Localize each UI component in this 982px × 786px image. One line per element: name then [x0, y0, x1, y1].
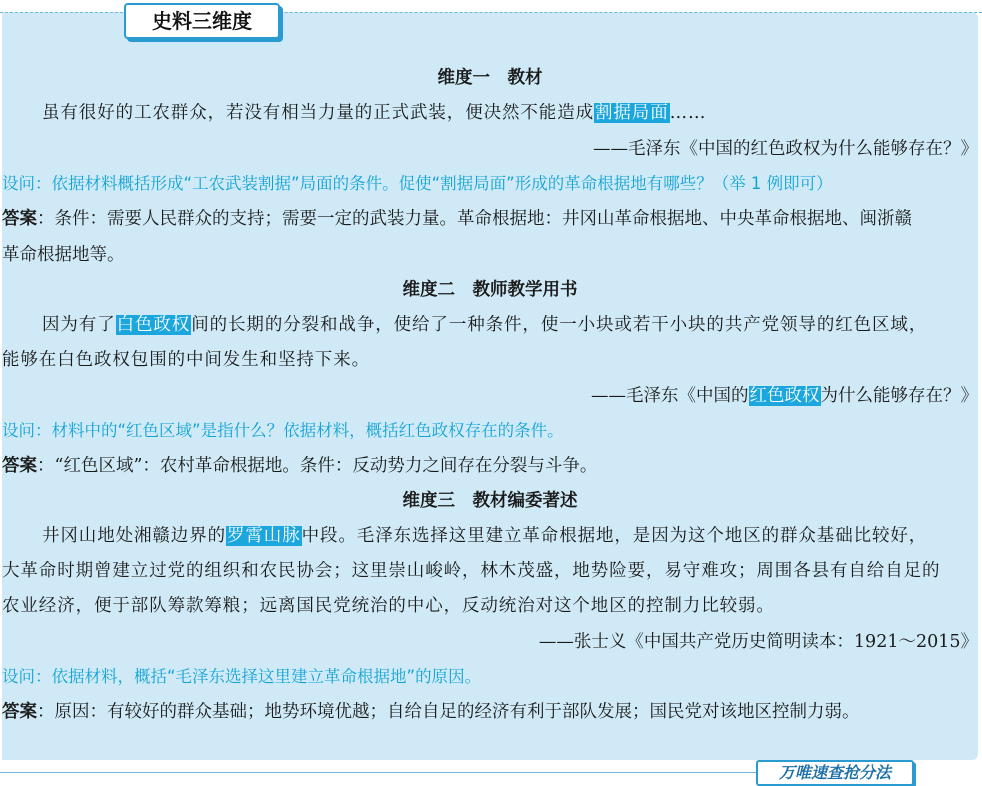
answer-text: ：原因：有较好的群众基础；地势环境优越；自给自足的经济有利于部队发展；国民党对该地区控制力弱。	[37, 702, 860, 722]
answer-text: ：条件：需要人民群众的支持；需要一定的武装力量。革命根据地：井冈山革命根据地、中央革命根据地、闽浙赣	[37, 209, 912, 229]
answer-label: 答案	[2, 209, 37, 229]
dimension-3-heading: 维度三 教材编委著述	[402, 491, 578, 511]
dim3-text-after: 中段。毛泽东选择这里建立革命根据地，是因为这个地区的群众基础比较好，	[301, 526, 928, 546]
dim3-text-before: 井冈山地处湘赣边界的	[42, 526, 226, 546]
dimension-1-question: 设问：依据材料概括形成“工农武装割据”局面的条件。促使“割据局面”形成的革命根据地有哪些？（举 1 例即可）	[2, 174, 833, 193]
brand-logo: 万唯速查抢分法	[756, 760, 914, 786]
dimension-1-answer-cont: 革命根据地等。	[2, 245, 125, 265]
dimension-3-paragraph	[42, 522, 972, 550]
dimension-2-answer	[2, 452, 978, 480]
highlight-keyword: 罗霄山脉	[227, 526, 301, 546]
dim1-text-before: 虽有很好的工农群众，若没有相当力量的正式武装，便决然不能造成	[42, 103, 594, 123]
dimension-2-source	[2, 382, 978, 410]
dimension-3-paragraph-line3: 农业经济，便于部队筹款筹粮；远离国民党统治的中心，反动统治对这个地区的控制力比较弱。	[2, 596, 775, 616]
dimension-3-answer	[2, 698, 978, 726]
dimension-1-answer	[2, 205, 978, 233]
dimension-2-heading: 维度二 教师教学用书	[402, 280, 578, 300]
dimension-2-paragraph-cont: 能够在白色政权包围的中间发生和坚持下来。	[2, 350, 370, 370]
dimension-3-source: ——张士义《中国共产党历史简明读本：1921～2015》	[538, 632, 978, 652]
dim2-source-after: 为什么能够存在？》	[820, 386, 978, 406]
answer-label: 答案	[2, 456, 37, 476]
section-title: 史料三维度	[124, 3, 280, 39]
bottom-divider	[0, 772, 756, 773]
dimension-1-paragraph	[42, 99, 972, 127]
dim2-source-before: ——毛泽东《中国的	[591, 386, 749, 406]
dim2-text-before: 因为有了	[42, 315, 116, 335]
dimension-2-question: 设问：材料中的“红色区域”是指什么？依据材料，概括红色政权存在的条件。	[2, 421, 564, 440]
dimension-1-source: ——毛泽东《中国的红色政权为什么能够存在？》	[593, 139, 978, 159]
dimension-3-question: 设问：依据材料，概括“毛泽东选择这里建立革命根据地”的原因。	[2, 667, 482, 686]
answer-label: 答案	[2, 702, 37, 722]
highlight-keyword: 红色政权	[749, 386, 820, 406]
highlight-keyword: 割据局面	[595, 103, 669, 123]
dimension-2-paragraph	[42, 311, 972, 339]
dimension-3-paragraph-line2: 大革命时期曾建立过党的组织和农民协会；这里崇山峻岭，林木茂盛，地势险要，易守难攻；周围各县有自给自足的	[2, 561, 941, 581]
dim1-text-after: ……	[669, 103, 707, 123]
answer-text: ：“红色区域”：农村革命根据地。条件：反动势力之间存在分裂与斗争。	[37, 456, 598, 476]
highlight-keyword: 白色政权	[116, 315, 191, 335]
dim2-text-after: 间的长期的分裂和战争，使给了一种条件，使一小块或若干小块的共产党领导的红色区域，	[191, 315, 928, 335]
dimension-1-heading: 维度一 教材	[437, 68, 543, 88]
